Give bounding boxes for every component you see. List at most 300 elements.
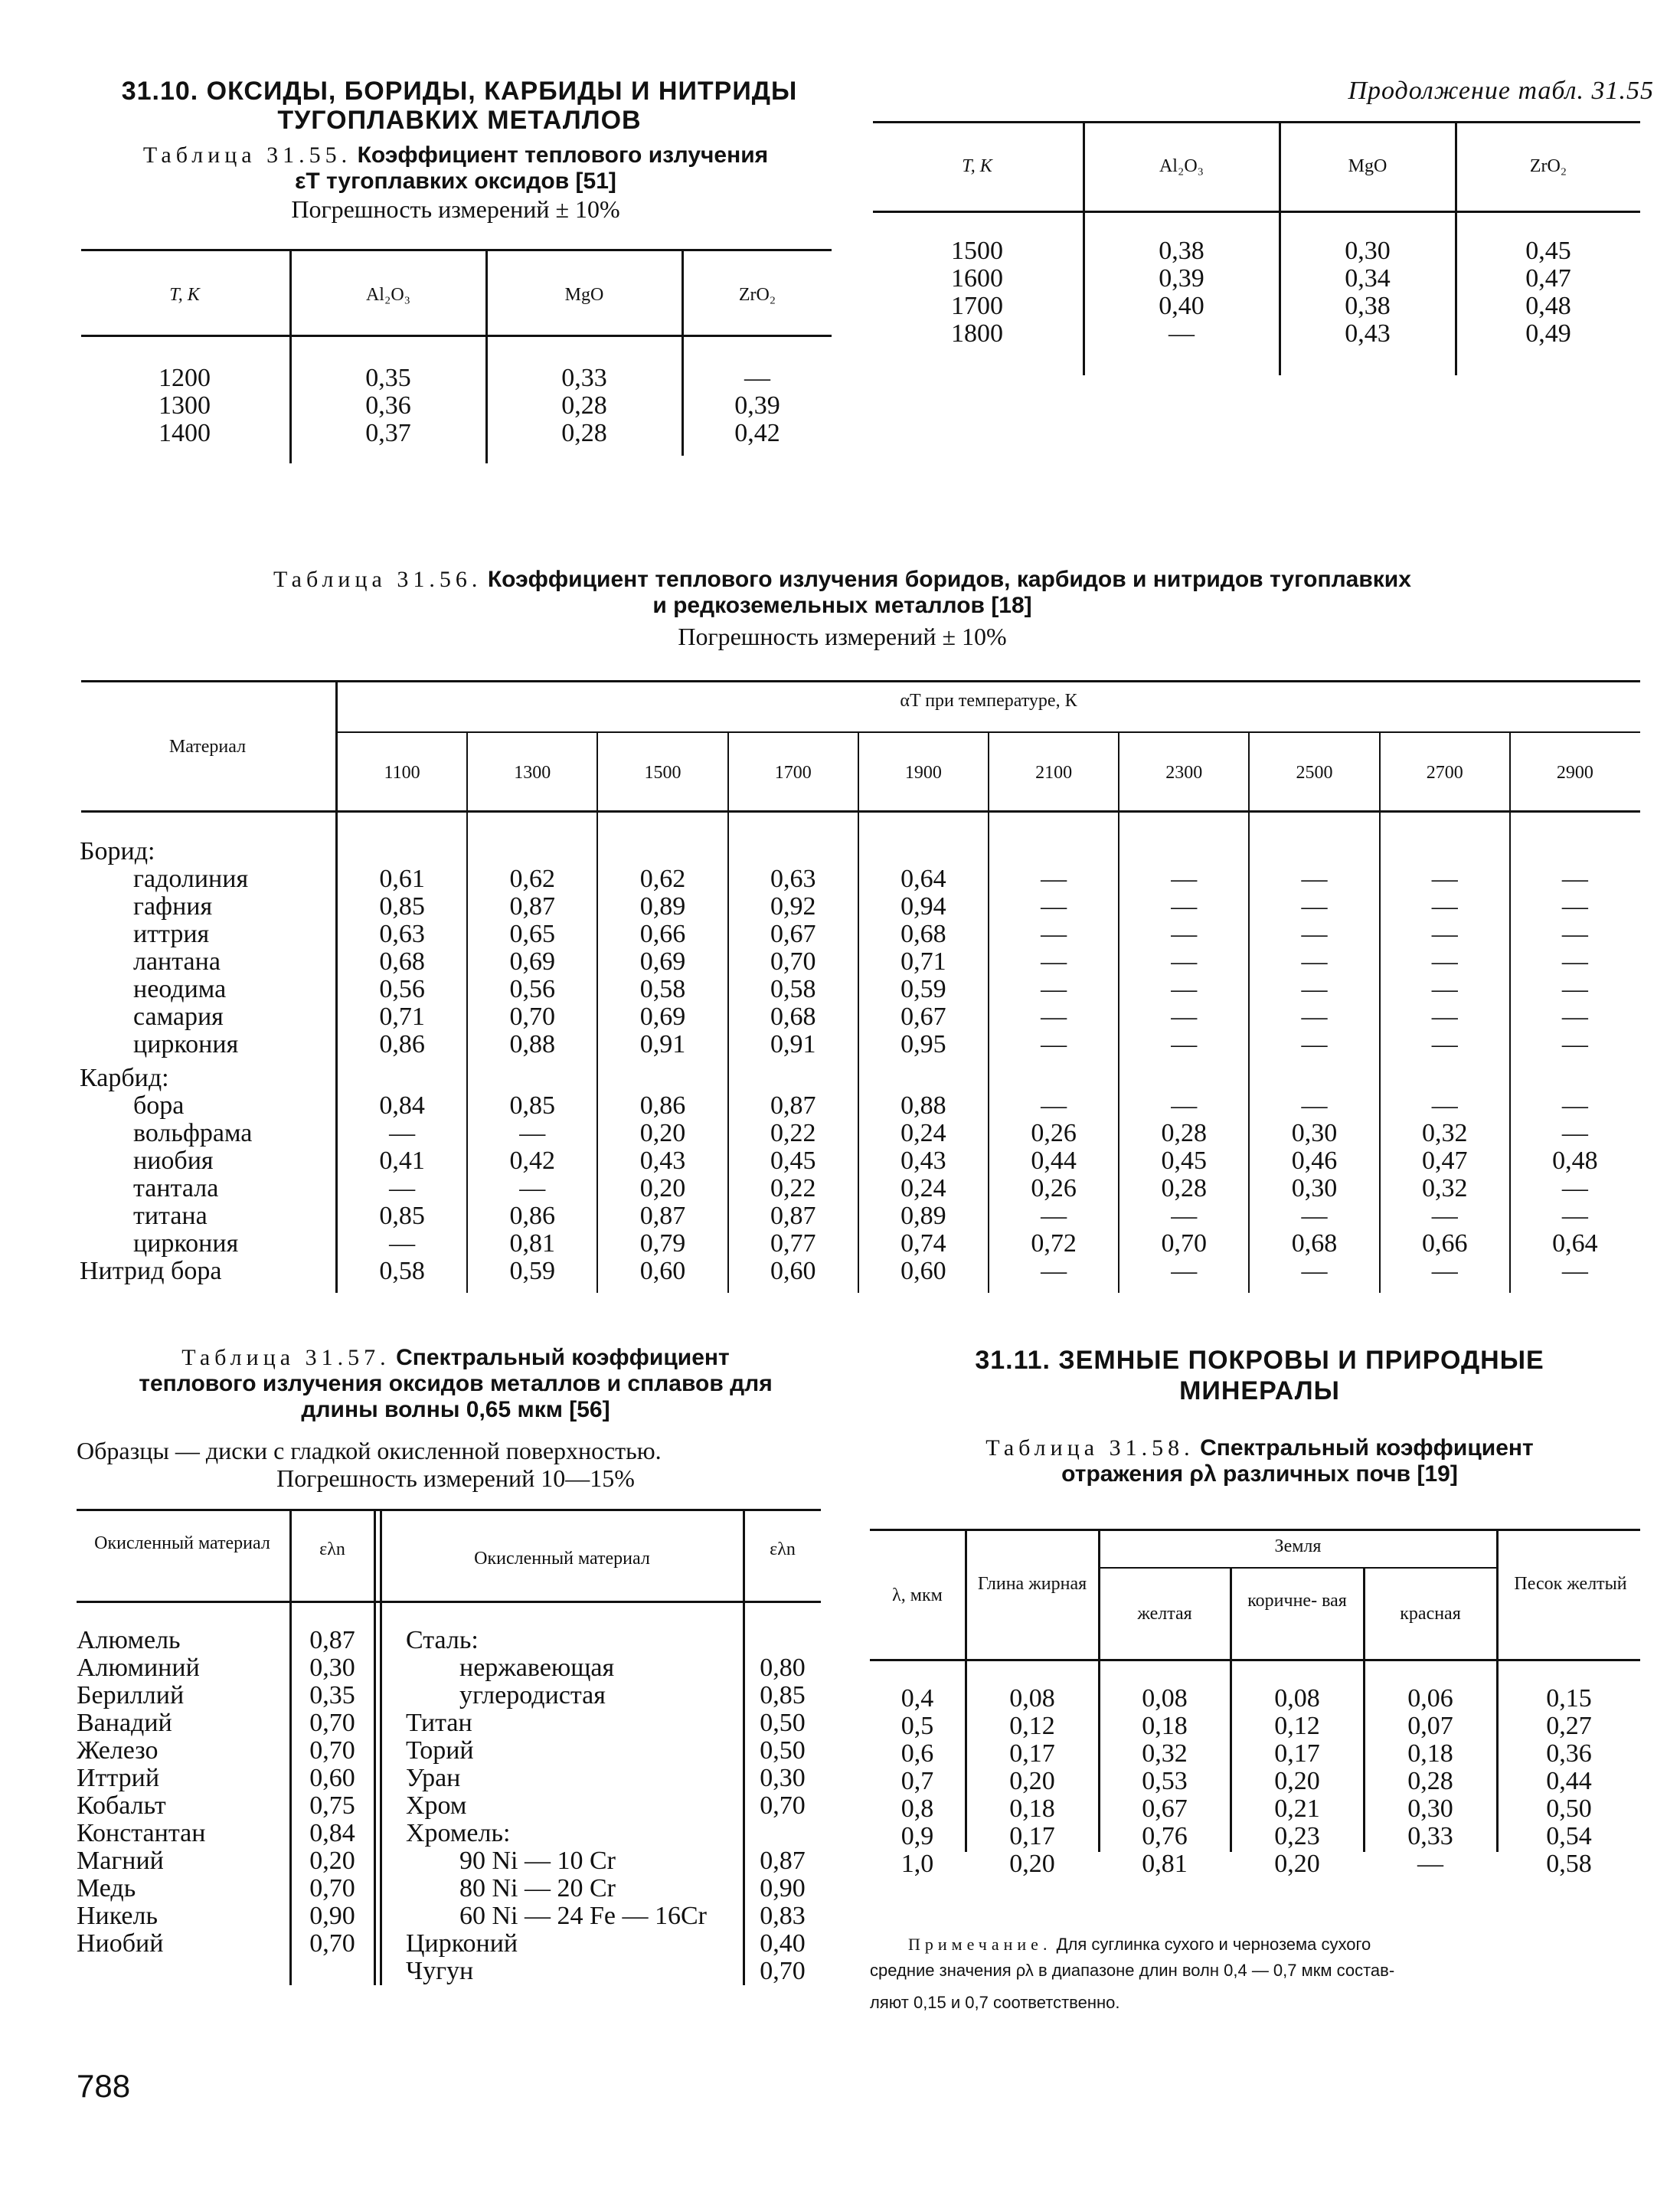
table-cell: 0,70	[309, 1709, 355, 1737]
table-cell: 0,36	[365, 391, 411, 420]
caption-prefix: Таблица 31.55.	[142, 142, 352, 168]
material-name: Сталь:	[406, 1626, 479, 1654]
table-cell: 1400	[159, 419, 211, 447]
table-cell: 0,70	[770, 947, 816, 976]
table-cell: 0,63	[379, 920, 425, 948]
table-cell: 0,27	[1546, 1712, 1592, 1740]
table-cell: —	[1431, 892, 1458, 921]
page-number: 788	[77, 2068, 131, 2104]
table-cell: 0,28	[1407, 1767, 1453, 1795]
table-cell: —	[519, 1119, 546, 1147]
table-cell: 0,28	[1161, 1174, 1208, 1202]
table-cell: 0,60	[900, 1257, 946, 1285]
column-Al2O3	[291, 365, 485, 447]
table-cell: 0,50	[760, 1736, 806, 1765]
header-ZrO2-cont: ZrO₂	[1529, 156, 1567, 176]
header-alpha-temperature: αT при температуре, К	[900, 691, 1077, 711]
material-name: углеродистая	[459, 1681, 606, 1709]
table-cell: 0,70	[309, 1736, 355, 1765]
column-MgO-cont	[1280, 237, 1455, 348]
table-cell: 0,18	[1407, 1739, 1453, 1768]
header-ZrO2: ZrO₂	[738, 285, 776, 305]
table-cell: 0,53	[1142, 1767, 1188, 1795]
table-cell: 0,28	[561, 391, 607, 420]
column-temp-2900	[1510, 865, 1640, 1285]
table-cell: 0,89	[639, 892, 686, 921]
column-yellow	[1100, 1685, 1230, 1878]
header-T: T, K	[169, 285, 200, 305]
material-name: Хром	[406, 1791, 467, 1820]
material-name: Чугун	[406, 1957, 474, 1985]
table-cell: —	[1041, 892, 1067, 921]
table-cell: 0,44	[1546, 1767, 1592, 1795]
table-cell: 0,9	[900, 1822, 934, 1850]
material-name: Константан	[77, 1819, 206, 1847]
table-cell: —	[1431, 975, 1458, 1003]
table-cell: 0,64	[900, 865, 946, 893]
table-cell: —	[1561, 1202, 1588, 1230]
column-temp-1700	[728, 865, 858, 1285]
table-cell: 0,90	[760, 1874, 806, 1902]
table-cell: 0,39	[734, 391, 780, 420]
column-temp-2300	[1119, 865, 1249, 1285]
table-cell: 0,20	[639, 1174, 686, 1202]
table-cell: —	[1561, 892, 1588, 921]
table-cell: 1,0	[900, 1850, 934, 1878]
table-cell: 0,8	[900, 1794, 934, 1823]
table-cell: 0,21	[1274, 1794, 1320, 1823]
table-cell: 0,87	[770, 1202, 816, 1230]
table-cell: 0,08	[1009, 1684, 1055, 1713]
table-cell: 0,50	[1546, 1794, 1592, 1823]
table-cell: —	[1171, 947, 1198, 976]
table-cell: 0,66	[1421, 1229, 1468, 1258]
temperature-header: 2100	[1035, 763, 1073, 783]
table-cell: 0,58	[770, 975, 816, 1003]
table-cell: 0,60	[309, 1764, 355, 1792]
table-cell: 0,35	[365, 364, 411, 392]
table-cell: 0,08	[1274, 1684, 1320, 1713]
table-cell: —	[1171, 865, 1198, 893]
table-cell: 0,30	[309, 1654, 355, 1682]
table-cell: 0,42	[734, 419, 780, 447]
table-cell: 0,70	[760, 1957, 806, 1985]
table-cell: —	[1171, 1091, 1198, 1120]
table-cell: 0,64	[1552, 1229, 1598, 1258]
table-3156-caption	[153, 567, 1531, 649]
material-name: Титан	[406, 1709, 472, 1737]
table-cell: —	[1041, 1030, 1067, 1058]
table-cell: 0,79	[639, 1229, 686, 1258]
header-MgO-cont: MgO	[1348, 156, 1387, 176]
table-cell: 0,69	[639, 947, 686, 976]
table-cell: 0,24	[900, 1174, 946, 1202]
column-temp-2700	[1380, 865, 1510, 1285]
column-temp-1500	[597, 865, 727, 1285]
header-emissivity-2: ελn	[770, 1539, 796, 1559]
column-temp-1300	[467, 865, 597, 1285]
column-T-cont	[873, 237, 1081, 348]
column-right-values	[744, 1627, 821, 1985]
material-name: 60 Ni — 24 Fe — 16Cr	[459, 1902, 707, 1930]
table-cell: 0,45	[1161, 1147, 1208, 1175]
table-cell: 1700	[951, 292, 1003, 320]
table-3158-note	[870, 1932, 1643, 2016]
table-cell: 0,85	[760, 1681, 806, 1709]
table-cell: 0,20	[1274, 1850, 1320, 1878]
header-emissivity: ελn	[319, 1539, 345, 1559]
table-cell: 0,85	[379, 892, 425, 921]
table-cell: 0,20	[309, 1847, 355, 1875]
material-name: Хромель:	[406, 1819, 511, 1847]
material-name: бора	[133, 1091, 185, 1120]
table-cell: 0,65	[509, 920, 556, 948]
table-cell: 0,20	[639, 1119, 686, 1147]
table-cell: 0,56	[509, 975, 556, 1003]
table-cell: 0,17	[1274, 1739, 1320, 1768]
column-clay	[966, 1685, 1098, 1878]
table-cell: —	[1431, 1003, 1458, 1031]
table-cell: —	[1561, 1091, 1588, 1120]
table-cell: 0,50	[760, 1709, 806, 1737]
table-cell: 0,83	[760, 1902, 806, 1930]
material-name: Карбид:	[80, 1064, 169, 1092]
material-name: циркония	[133, 1030, 239, 1058]
material-name: Железо	[77, 1736, 159, 1765]
table-cell: —	[1041, 865, 1067, 893]
material-name: ниобия	[133, 1147, 214, 1175]
table-cell: 0,23	[1274, 1822, 1320, 1850]
continuation-label: Продолжение табл. 31.55	[1348, 77, 1654, 105]
material-name: 90 Ni — 10 Cr	[459, 1847, 616, 1875]
table-cell: 0,30	[1345, 237, 1391, 265]
table-cell: 0,08	[1142, 1684, 1188, 1713]
table-cell: 0,72	[1031, 1229, 1077, 1258]
table-cell: —	[1041, 920, 1067, 948]
table-cell: 0,28	[1161, 1119, 1208, 1147]
table-cell: 0,38	[1159, 237, 1204, 265]
material-name: самария	[133, 1003, 224, 1031]
caption-text-3: длины волны 0,65 мкм [56]	[301, 1397, 610, 1422]
table-cell: 0,17	[1009, 1739, 1055, 1768]
table-cell: 0,58	[379, 1257, 425, 1285]
table-cell: 0,26	[1031, 1119, 1077, 1147]
table-cell: —	[1171, 1030, 1198, 1058]
table-cell: 0,86	[509, 1202, 556, 1230]
column-ZrO2	[683, 365, 832, 447]
table-cell: —	[519, 1174, 546, 1202]
table-cell: 0,67	[900, 1003, 946, 1031]
material-name: титана	[133, 1202, 208, 1230]
table-cell: 0,45	[1525, 237, 1571, 265]
table-cell: 0,39	[1159, 264, 1204, 293]
table-cell: 0,35	[309, 1681, 355, 1709]
table-cell: 1600	[951, 264, 1003, 293]
header-Al2O3: Al₂O₃	[365, 285, 411, 305]
caption-text: Коэффициент теплового излучения боридов, карбидов и нитридов тугоплавких	[487, 567, 1411, 592]
table-cell	[744, 1820, 821, 1847]
table-cell: 0,40	[760, 1929, 806, 1958]
note-line2: средние значения ρλ в диапазоне длин волн 0,4 — 0,7 мкм состав-	[870, 1961, 1395, 1980]
header-earth-brown: коричне- вая	[1247, 1591, 1347, 1611]
table-cell: 0,91	[770, 1030, 816, 1058]
header-clay: Глина жирная	[977, 1574, 1087, 1594]
table-cell: 0,32	[1421, 1174, 1468, 1202]
table-cell: 0,49	[1525, 319, 1571, 348]
material-name: гадолиния	[133, 865, 249, 893]
column-left-values	[291, 1627, 374, 1958]
table-cell: —	[1171, 920, 1198, 948]
table-cell: 0,68	[900, 920, 946, 948]
material-name: Никель	[77, 1902, 158, 1930]
table-cell: 0,81	[509, 1229, 556, 1258]
column-sand	[1498, 1685, 1640, 1878]
table-cell: —	[1301, 1003, 1328, 1031]
table-cell: 0,54	[1546, 1822, 1592, 1850]
table-cell: —	[1301, 1257, 1328, 1285]
temperature-header: 1700	[774, 763, 812, 783]
table-cell: 0,22	[770, 1119, 816, 1147]
caption-text: Коэффициент теплового излучения	[357, 142, 769, 168]
measurement-error: Погрешность измерений ± 10%	[291, 195, 620, 223]
table-cell: 0,87	[770, 1091, 816, 1120]
table-cell: —	[1431, 947, 1458, 976]
table-cell: 0,87	[309, 1626, 355, 1654]
material-name: 80 Ni — 20 Cr	[459, 1874, 616, 1902]
column-red	[1365, 1685, 1496, 1878]
table-cell: 0,26	[1031, 1174, 1077, 1202]
table-cell: —	[1431, 1091, 1458, 1120]
table-cell: 0,89	[900, 1202, 946, 1230]
table-cell: 0,48	[1552, 1147, 1598, 1175]
table-cell: 0,17	[1009, 1822, 1055, 1850]
column-brown	[1231, 1685, 1363, 1878]
table-cell: —	[1171, 1003, 1198, 1031]
table-cell: —	[1561, 1119, 1588, 1147]
table-cell: 0,70	[1161, 1229, 1208, 1258]
table-cell: —	[389, 1119, 416, 1147]
material-name: иттрия	[133, 920, 210, 948]
table-cell: 0,58	[1546, 1850, 1592, 1878]
table-cell: —	[1561, 1174, 1588, 1202]
table-cell: 0,71	[379, 1003, 425, 1031]
material-name: Магний	[77, 1847, 164, 1875]
table-3157-note	[77, 1437, 835, 1492]
note-line2: Погрешность измерений 10—15%	[276, 1464, 635, 1492]
table-cell: —	[1561, 1257, 1588, 1285]
table-cell: 0,43	[1345, 319, 1391, 348]
table-cell: 0,06	[1407, 1684, 1453, 1713]
table-cell: —	[1171, 1257, 1198, 1285]
table-cell: —	[389, 1229, 416, 1258]
table-cell: 0,12	[1274, 1712, 1320, 1740]
table-cell: —	[1041, 1202, 1067, 1230]
table-cell: 0,90	[309, 1902, 355, 1930]
table-cell: 0,30	[1291, 1174, 1338, 1202]
table-cell: 0,30	[1291, 1119, 1338, 1147]
material-name: гафния	[133, 892, 213, 921]
table-cell: 0,94	[900, 892, 946, 921]
table-cell: 0,5	[900, 1712, 934, 1740]
table-cell: 0,24	[900, 1119, 946, 1147]
material-name: Кобальт	[77, 1791, 166, 1820]
table-cell: —	[1301, 1091, 1328, 1120]
table-cell: 0,20	[1274, 1767, 1320, 1795]
table-cell: 0,42	[509, 1147, 556, 1175]
table-cell: —	[1561, 1030, 1588, 1058]
table-cell: 0,12	[1009, 1712, 1055, 1740]
column-temp-1900	[858, 865, 989, 1285]
table-cell: —	[389, 1174, 416, 1202]
temperature-header: 1900	[904, 763, 942, 783]
material-name: тантала	[133, 1174, 219, 1202]
table-cell: 0,44	[1031, 1147, 1077, 1175]
table-cell: 0,20	[1009, 1850, 1055, 1878]
temperature-header: 1100	[384, 763, 420, 783]
table-3158-caption	[881, 1435, 1639, 1487]
temperature-header: 2500	[1296, 763, 1333, 783]
table-cell: 0,30	[1407, 1794, 1453, 1823]
table-cell: 0,18	[1009, 1794, 1055, 1823]
material-name: Алюмель	[77, 1626, 181, 1654]
note-prefix: Примечание.	[908, 1935, 1052, 1954]
table-cell: 0,60	[770, 1257, 816, 1285]
table-cell: 0,85	[509, 1091, 556, 1120]
table-cell: —	[1171, 1202, 1198, 1230]
table-cell: 0,59	[509, 1257, 556, 1285]
table-cell: 0,59	[900, 975, 946, 1003]
table-cell: 0,84	[379, 1091, 425, 1120]
material-name: Алюминий	[77, 1654, 200, 1682]
table-cell: 0,43	[900, 1147, 946, 1175]
table-cell: 0,7	[900, 1767, 934, 1795]
table-cell: —	[1417, 1850, 1443, 1878]
table-cell: 0,74	[900, 1229, 946, 1258]
temperature-header: 2700	[1426, 763, 1463, 783]
table-cell: 0,36	[1546, 1739, 1592, 1768]
header-Al2O3-cont: Al₂O₃	[1159, 156, 1204, 176]
caption-text-2: и редкоземельных металлов [18]	[652, 593, 1032, 618]
material-name: Нитрид бора	[80, 1257, 222, 1285]
table-cell: —	[1561, 1003, 1588, 1031]
section-title-line1: 31.10. ОКСИДЫ, БОРИДЫ, КАРБИДЫ И НИТРИДЫ	[121, 77, 798, 106]
column-temp-1100	[337, 865, 467, 1285]
measurement-error: Погрешность измерений ± 10%	[678, 623, 1007, 650]
section-title-3111	[881, 1345, 1639, 1406]
table-cell: 0,81	[1142, 1850, 1188, 1878]
table-cell: 0,45	[770, 1147, 816, 1175]
table-cell: 1800	[951, 319, 1003, 348]
table-cell: 0,87	[639, 1202, 686, 1230]
header-earth: Земля	[1274, 1536, 1322, 1556]
table-cell: 0,91	[639, 1030, 686, 1058]
table-cell: —	[1301, 975, 1328, 1003]
table-cell: 1200	[159, 364, 211, 392]
table-cell: 0,48	[1525, 292, 1571, 320]
section-title-line1: 31.11. ЗЕМНЫЕ ПОКРОВЫ И ПРИРОДНЫЕ	[975, 1346, 1544, 1375]
table-cell: 0,20	[1009, 1767, 1055, 1795]
table-cell: 0,46	[1291, 1147, 1338, 1175]
table-cell: 0,88	[509, 1030, 556, 1058]
table-cell: 0,30	[760, 1764, 806, 1792]
note-line1: Образцы — диски с гладкой окисленной поверхностью.	[77, 1437, 662, 1464]
table-cell: 0,15	[1546, 1684, 1592, 1713]
table-cell: 0,40	[1159, 292, 1204, 320]
table-cell: 0,61	[379, 865, 425, 893]
table-cell: —	[1171, 892, 1198, 921]
column-right-materials	[406, 1627, 743, 1985]
section-title-line2: ТУГОПЛАВКИХ МЕТАЛЛОВ	[277, 106, 642, 135]
table-cell: 0,70	[309, 1929, 355, 1958]
table-cell: —	[1041, 947, 1067, 976]
table-cell: 0,34	[1345, 264, 1391, 293]
caption-prefix: Таблица 31.57.	[181, 1345, 391, 1370]
table-cell: 0,92	[770, 892, 816, 921]
column-temp-2100	[989, 865, 1119, 1285]
table-cell: 0,95	[900, 1030, 946, 1058]
table-cell: —	[1301, 920, 1328, 948]
table-cell: 0,07	[1407, 1712, 1453, 1740]
header-sand: Песок желтый	[1514, 1574, 1627, 1594]
note-line1: Для суглинка сухого и чернозема сухого	[1056, 1935, 1371, 1954]
table-cell: —	[1301, 1202, 1328, 1230]
table-cell: 0,69	[509, 947, 556, 976]
table-cell: 0,68	[1291, 1229, 1338, 1258]
column-T	[81, 365, 288, 447]
table-cell: 0,70	[309, 1874, 355, 1902]
material-name: Борид:	[80, 837, 155, 865]
material-name: Бериллий	[77, 1681, 185, 1709]
material-name: Уран	[406, 1764, 461, 1792]
caption-text-2: теплового излучения оксидов металлов и сплавов для	[139, 1371, 773, 1396]
header-material: Материал	[168, 737, 247, 757]
table-cell: 0,56	[379, 975, 425, 1003]
table-cell: —	[1301, 865, 1328, 893]
material-name: Иттрий	[77, 1764, 160, 1792]
table-cell: 0,37	[365, 419, 411, 447]
table-cell: 0,62	[639, 865, 686, 893]
temperature-header: 2900	[1556, 763, 1593, 783]
table-cell: —	[1561, 975, 1588, 1003]
table-cell: 0,80	[760, 1654, 806, 1682]
material-name: Ниобий	[77, 1929, 164, 1958]
table-cell: —	[1431, 1257, 1458, 1285]
table-cell: 0,41	[379, 1147, 425, 1175]
table-cell: —	[1561, 920, 1588, 948]
column-MgO	[487, 365, 681, 447]
material-name: лантана	[133, 947, 221, 976]
table-cell: 0,68	[379, 947, 425, 976]
table-cell: —	[1431, 1202, 1458, 1230]
table-cell: —	[1171, 975, 1198, 1003]
table-cell: 0,67	[1142, 1794, 1188, 1823]
section-title-3110	[84, 77, 835, 135]
header-oxidized-material-2: Окисленный материал	[474, 1549, 650, 1569]
table-cell: 0,28	[561, 419, 607, 447]
table-cell: 0,32	[1142, 1739, 1188, 1768]
material-name: Медь	[77, 1874, 136, 1902]
table-cell: —	[1431, 1030, 1458, 1058]
table-cell: 1300	[159, 391, 211, 420]
caption-prefix: Таблица 31.58.	[985, 1435, 1195, 1461]
table-cell: —	[1561, 947, 1588, 976]
column-left-materials	[77, 1627, 288, 1958]
material-name: Цирконий	[406, 1929, 518, 1958]
table-cell: 0,47	[1421, 1147, 1468, 1175]
table-cell: 0,67	[770, 920, 816, 948]
table-cell: 0,66	[639, 920, 686, 948]
table-cell: 0,60	[639, 1257, 686, 1285]
